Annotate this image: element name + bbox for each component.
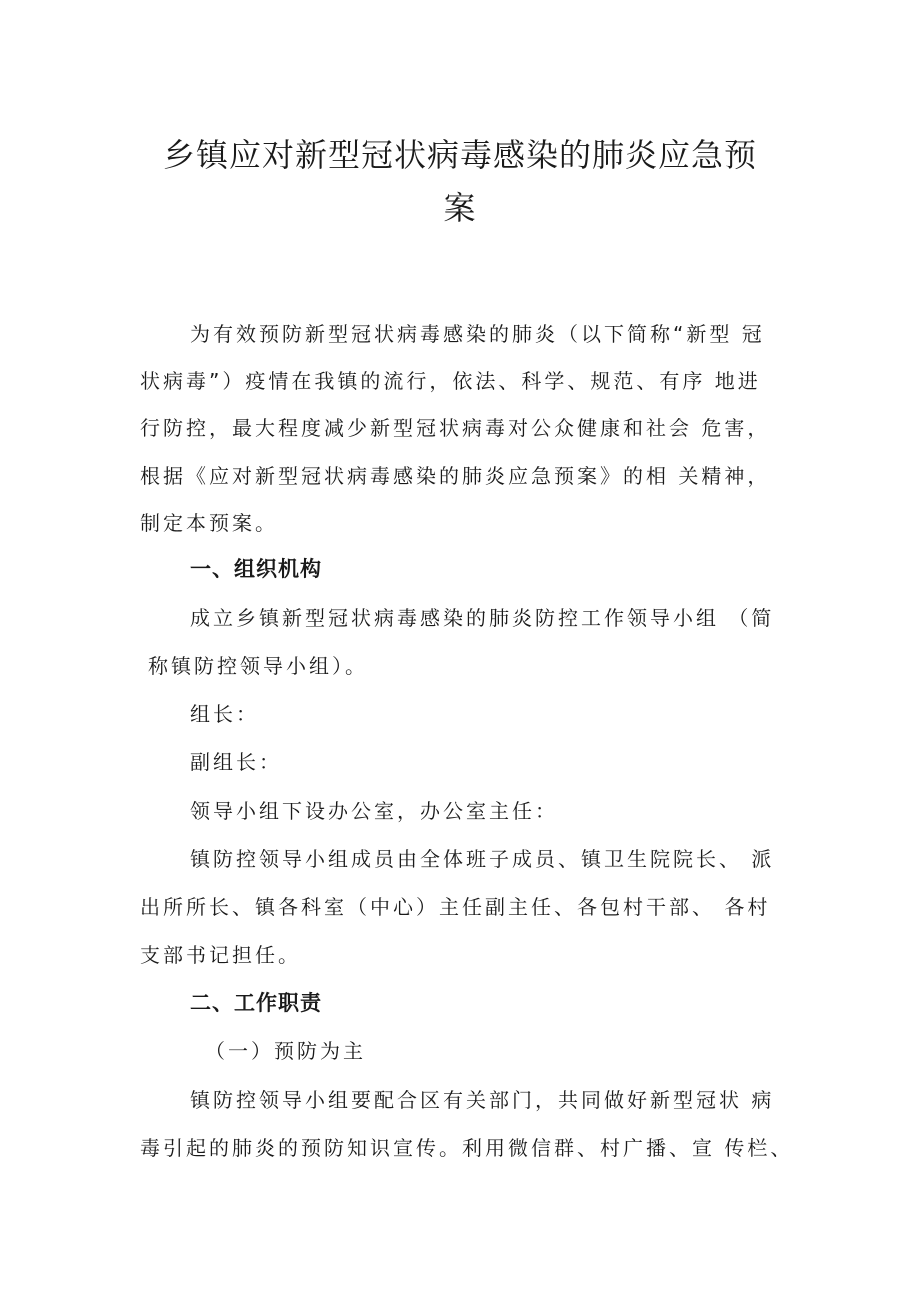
section2-body-line-2: 毒引起的肺炎的预防知识宣传。利用微信群、村广播、宣 传栏、	[140, 1136, 794, 1160]
members-line-1: 镇防控领导小组成员由全体班子成员、镇卫生院院长、 派	[190, 847, 775, 871]
section1-body-line-1: 成立乡镇新型冠状病毒感染的肺炎防控工作领导小组 （简	[190, 606, 775, 630]
document-title-line2: 案	[443, 189, 477, 227]
section2-heading: 二、工作职责	[190, 991, 322, 1015]
intro-line-2: 状病毒”）疫情在我镇的流行，依法、科学、规范、有序 地进	[140, 369, 761, 393]
leader-label: 组长：	[190, 702, 259, 726]
office-director-label: 领导小组下设办公室，办公室主任：	[190, 799, 558, 823]
intro-line-5: 制定本预案。	[140, 511, 278, 535]
intro-line-3: 行防控，最大程度减少新型冠状病毒对公众健康和社会 危害，	[140, 416, 771, 440]
section1-body-line-2: 称镇防控领导小组）。	[148, 654, 368, 678]
members-line-3: 支部书记担任。	[140, 943, 301, 967]
section1-heading: 一、组织机构	[190, 557, 322, 581]
section2-subheading-1: （一）预防为主	[205, 1039, 366, 1063]
document-title-line1: 乡镇应对新型冠状病毒感染的肺炎应急预	[162, 136, 757, 174]
members-line-2: 出所所长、镇各科室（中心）主任副主任、各包村干部、 各村	[140, 895, 771, 919]
deputy-leader-label: 副组长：	[190, 750, 282, 774]
intro-line-1: 为有效预防新型冠状病毒感染的肺炎（以下简称“新型 冠	[190, 322, 765, 346]
intro-line-4: 根据《应对新型冠状病毒感染的肺炎应急预案》的相 关精神，	[140, 464, 771, 488]
section2-body-line-1: 镇防控领导小组要配合区有关部门，共同做好新型冠状 病	[190, 1088, 775, 1112]
